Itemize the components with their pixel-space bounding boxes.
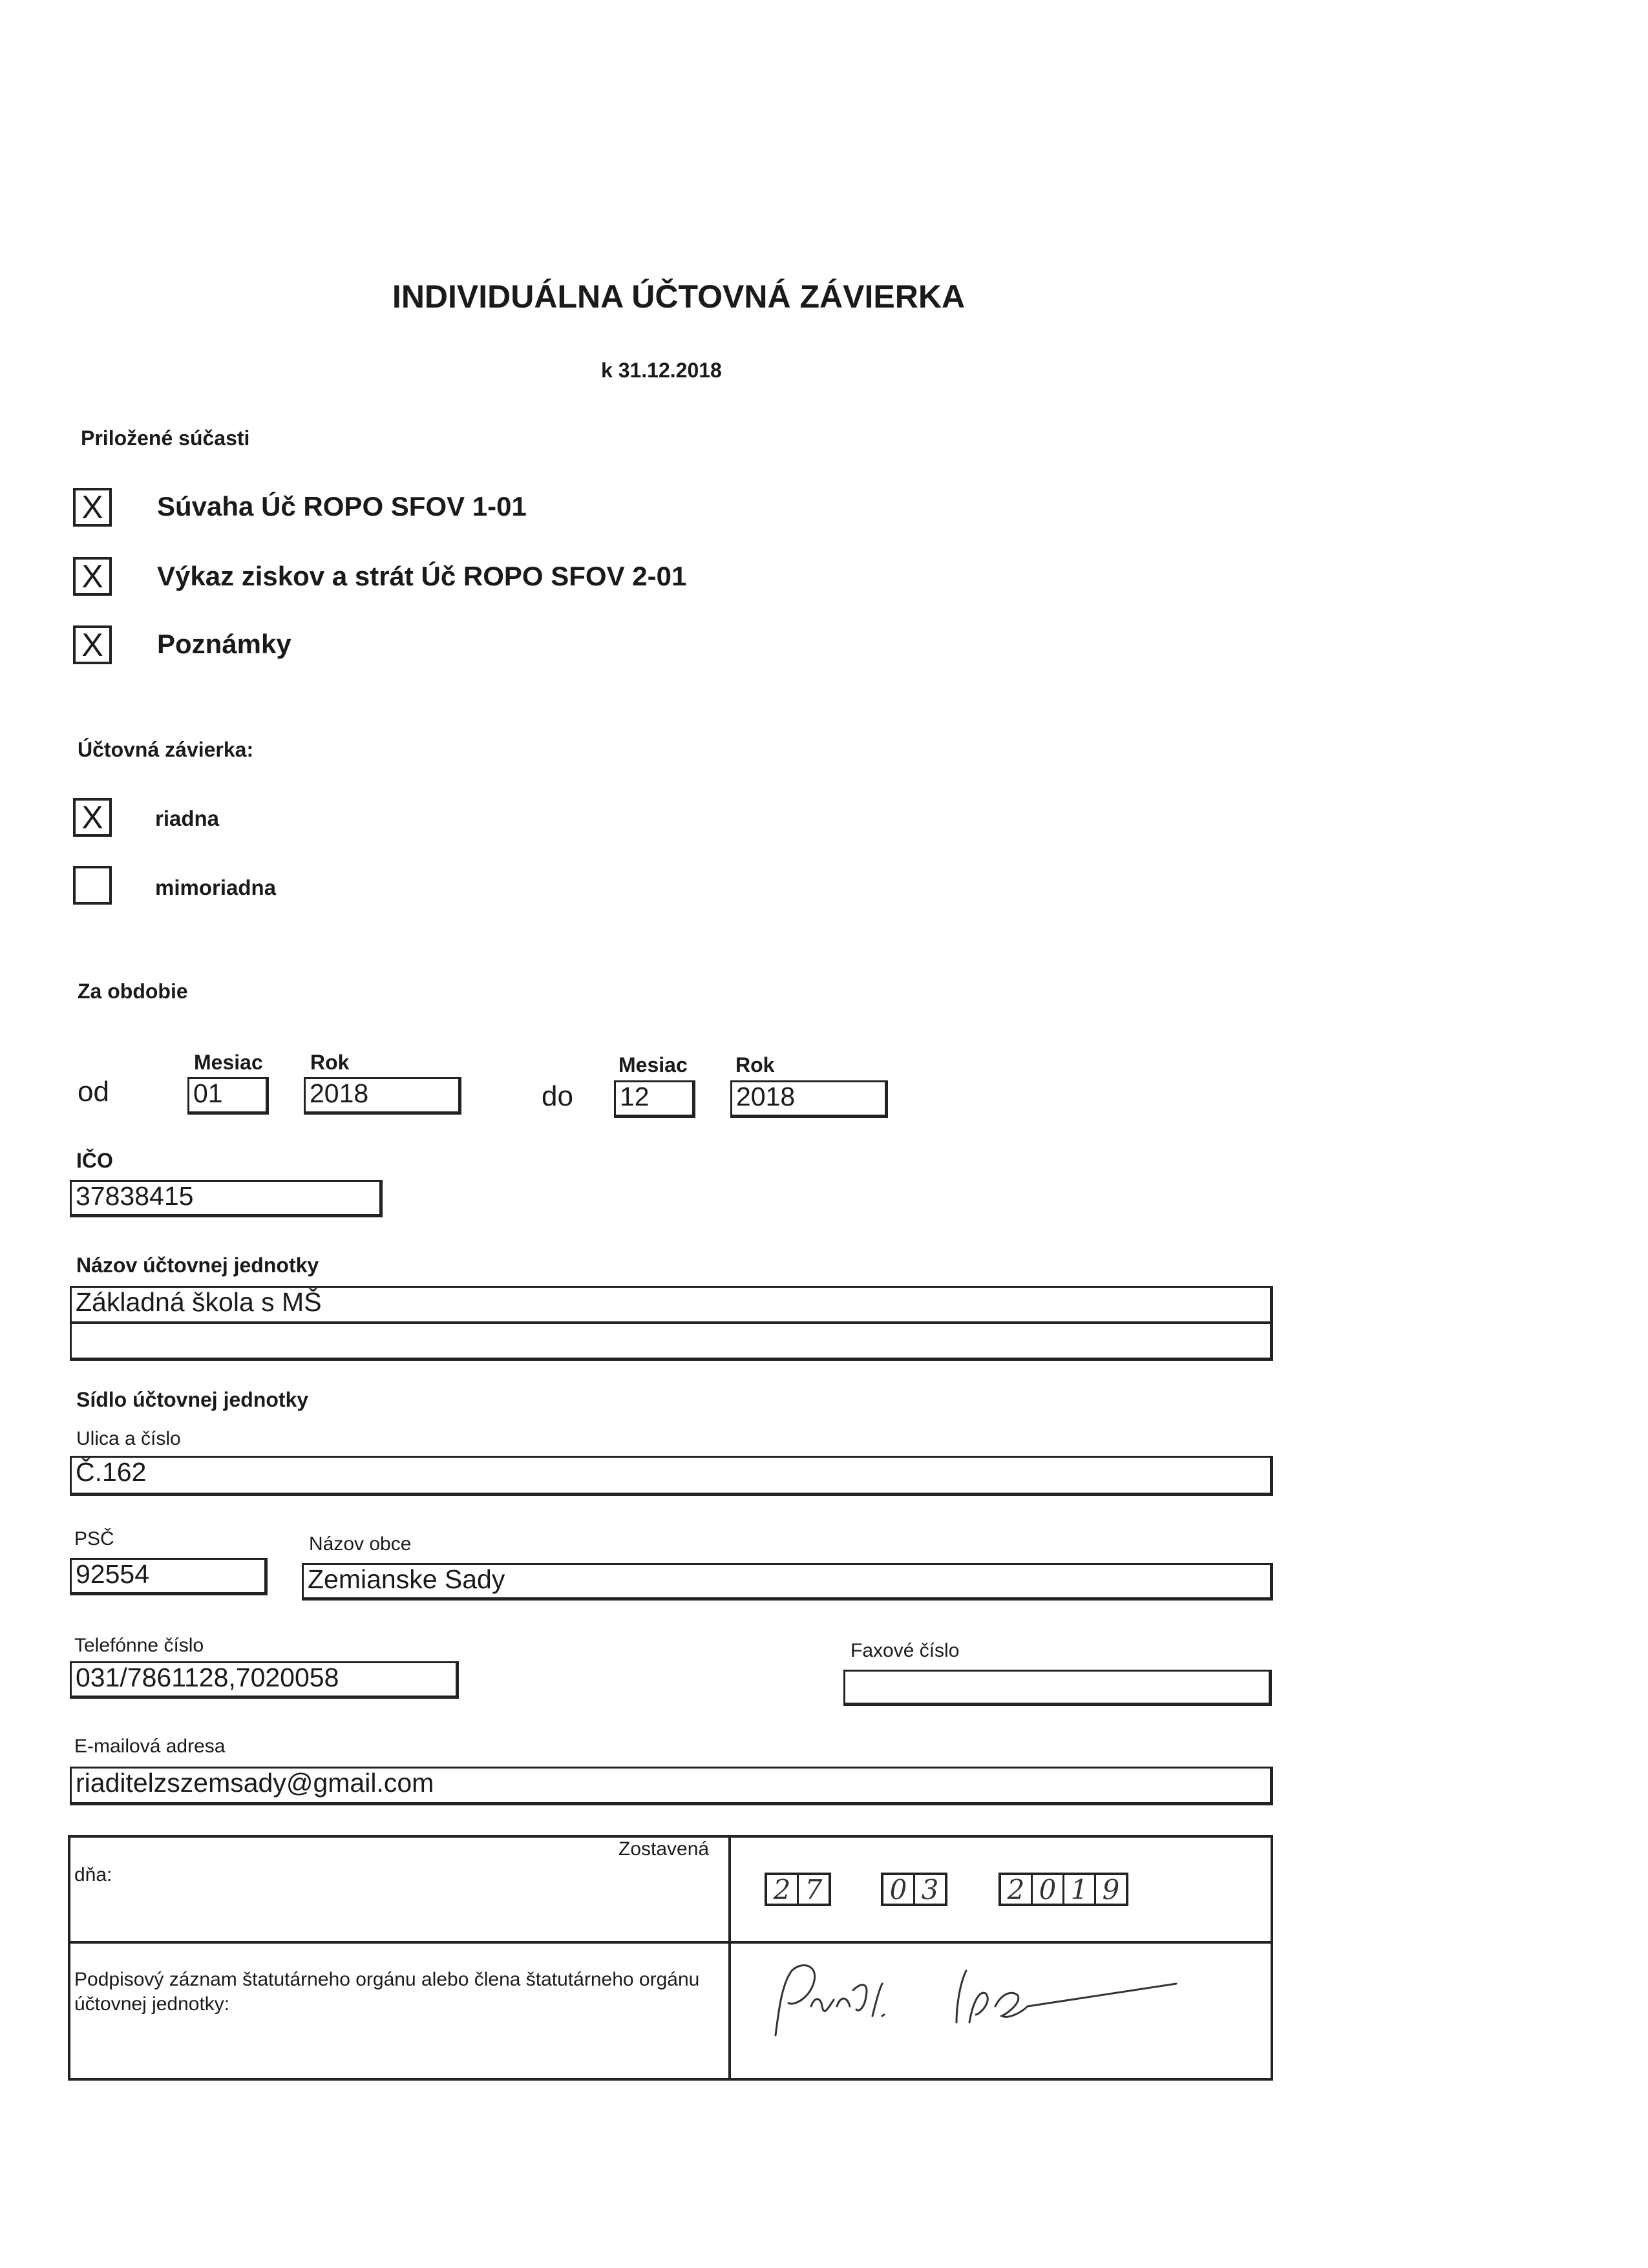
report-date: k 31.12.2018: [601, 359, 722, 382]
date-day-boxes[interactable]: [765, 1873, 831, 1906]
date-year-digit: 1: [1062, 1875, 1094, 1905]
table-vertical-divider: [728, 1838, 731, 2078]
name-label: Názov účtovnej jednotky: [76, 1254, 319, 1277]
compiled-label: Zostavená: [618, 1838, 710, 1860]
to-month-field[interactable]: 12: [614, 1080, 695, 1118]
closing-type-label: Účtovná závierka:: [78, 738, 254, 761]
checkbox-riadna[interactable]: X: [73, 798, 112, 837]
ico-field[interactable]: 37838415: [70, 1180, 383, 1217]
checkbox-mimoriadna[interactable]: [73, 866, 112, 905]
attachment-suvaha-label: Súvaha Úč ROPO SFOV 1-01: [157, 491, 527, 521]
page-title: INDIVIDUÁLNA ÚČTOVNÁ ZÁVIERKA: [392, 278, 966, 315]
psc-field[interactable]: 92554: [70, 1558, 268, 1595]
from-month-label: Mesiac: [194, 1051, 263, 1074]
date-year-digit: 9: [1094, 1875, 1126, 1905]
option-riadna-label: riadna: [155, 806, 220, 830]
to-year-field[interactable]: 2018: [730, 1080, 888, 1118]
street-label: Ulica a číslo: [76, 1428, 181, 1449]
email-field[interactable]: riaditelzszemsady@gmail.com: [70, 1767, 1273, 1805]
from-year-label: Rok: [310, 1051, 350, 1074]
date-day-digit: 2: [773, 1874, 791, 1906]
date-month-digit: 3: [913, 1875, 945, 1905]
name-field-line2[interactable]: [70, 1322, 1273, 1361]
attachments-label: Priložené súčasti: [81, 426, 250, 450]
period-od-label: od: [78, 1076, 109, 1108]
to-month-label: Mesiac: [618, 1053, 688, 1076]
to-year-label: Rok: [735, 1053, 775, 1076]
from-month-field[interactable]: 01: [187, 1077, 269, 1115]
date-year-boxes[interactable]: [998, 1873, 1128, 1906]
checkbox-suvaha[interactable]: X: [73, 488, 112, 527]
compiled-day-label: dňa:: [74, 1864, 112, 1885]
option-mimoriadna-label: mimoriadna: [155, 876, 277, 899]
date-month-digit: 0: [889, 1874, 907, 1906]
checkbox-vykaz[interactable]: X: [73, 557, 112, 596]
attachment-vykaz-label: Výkaz ziskov a strát Úč ROPO SFOV 2-01: [157, 561, 687, 591]
date-year-digit: 0: [1031, 1875, 1062, 1905]
date-month-boxes[interactable]: [881, 1873, 947, 1906]
email-label: E-mailová adresa: [74, 1736, 226, 1757]
city-field[interactable]: Zemianske Sady: [302, 1563, 1273, 1601]
table-horizontal-divider: [70, 1941, 1271, 1944]
psc-label: PSČ: [74, 1528, 114, 1549]
period-do-label: do: [542, 1080, 573, 1112]
city-label: Názov obce: [309, 1533, 412, 1555]
date-year-digit: 2: [1007, 1874, 1025, 1906]
from-year-field[interactable]: 2018: [304, 1077, 461, 1115]
date-day-digit: 7: [797, 1875, 829, 1905]
phone-label: Telefónne číslo: [74, 1635, 204, 1656]
signature-label: Podpisový záznam štatutárneho orgánu alebo člena štatutárneho orgánu účtovnej jednotky:: [74, 1969, 700, 2015]
fax-label: Faxové číslo: [850, 1640, 960, 1661]
period-label: Za obdobie: [78, 980, 188, 1003]
street-field[interactable]: Č.162: [70, 1456, 1273, 1496]
ico-label: IČO: [76, 1149, 113, 1172]
name-field-line1[interactable]: Základná škola s MŠ: [70, 1286, 1273, 1323]
handwritten-signature: [763, 1945, 1189, 2055]
attachment-poznamky-label: Poznámky: [157, 629, 291, 659]
fax-field[interactable]: [843, 1670, 1272, 1706]
checkbox-poznamky[interactable]: X: [73, 625, 112, 664]
address-label: Sídlo účtovnej jednotky: [76, 1388, 309, 1411]
phone-field[interactable]: 031/7861128,7020058: [70, 1661, 459, 1699]
